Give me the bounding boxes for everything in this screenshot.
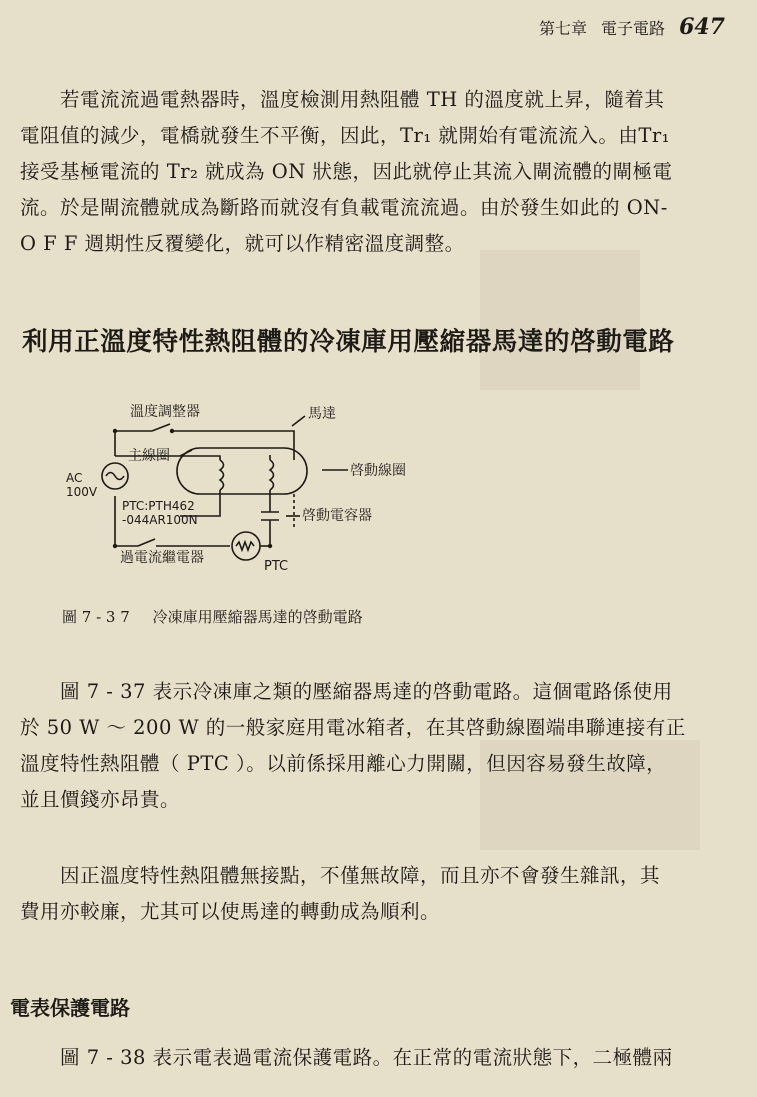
- junction-dot: [268, 544, 272, 548]
- text-line: 流。於是閘流體就成為斷路而就沒有負載電流流過。由於發生如此的 ON-: [20, 196, 668, 219]
- label-start-coil: 啓動線圈: [350, 463, 406, 479]
- label-start-capacitor: 啓動電容器: [302, 508, 372, 524]
- relay-contact: [138, 539, 155, 546]
- label-ac: AC: [66, 471, 83, 485]
- text-line: 費用亦較廉，尤其可以使馬達的轉動成為順利。: [20, 900, 441, 923]
- text-line: 圖 7 - 38 表示電表過電流保護電路。在正常的電流狀態下，二極體兩: [60, 1046, 673, 1069]
- ptc-zigzag: [236, 542, 254, 550]
- label-main-coil: 主線圈: [128, 448, 170, 464]
- running-header: [539, 14, 725, 40]
- start-coil-symbol: [270, 460, 274, 490]
- bleed-through: [480, 250, 640, 390]
- paragraph-start-circuit: [20, 674, 738, 818]
- text-line: 並且價錢亦昂貴。: [20, 788, 181, 811]
- leader-line: [292, 416, 305, 426]
- label-temp-controller: 溫度調整器: [130, 404, 200, 420]
- circuit-diagram: [60, 398, 406, 578]
- text-line: 圖 7 - 37 表示冷凍庫之類的壓縮器馬達的啓動電路。這個電路係使用: [60, 680, 673, 703]
- leader-line: [180, 450, 192, 456]
- label-voltage: 100V: [66, 485, 98, 499]
- label-ptc-part-2: -044AR100N: [122, 513, 198, 527]
- ac-sine-glyph: [106, 473, 124, 480]
- text-line: 因正溫度特性熱阻體無接點，不僅無故障，而且亦不會發生雜訊，其: [60, 864, 661, 887]
- chapter-label: 第七章: [539, 19, 588, 38]
- junction-dot: [170, 429, 174, 433]
- page-number: 647: [679, 14, 725, 40]
- paragraph-meter-protection: [20, 1040, 738, 1076]
- text-line: 於 50 W ～ 200 W 的一般家庭用電冰箱者，在其啓動線圈端串聯連接有正: [20, 716, 686, 739]
- figure-caption-text: 冷凍庫用壓縮器馬達的啓動電路: [152, 608, 363, 626]
- label-ptc: PTC: [264, 559, 289, 574]
- figure-caption: [62, 606, 363, 627]
- label-overcurrent-relay: 過電流繼電器: [120, 550, 204, 566]
- text-line: 若電流流過電熱器時，溫度檢測用熱阻體 TH 的溫度就上昇，隨着其: [60, 88, 665, 111]
- text-line: 接受基極電流的 Tr₂ 就成為 ON 狀態，因此就停止其流入閘流體的閘極電: [20, 160, 673, 183]
- junction-dot: [113, 544, 117, 548]
- text-line: O F F 週期性反覆變化，就可以作精密溫度調整。: [20, 232, 465, 255]
- label-ptc-part-1: PTC:PTH462: [122, 499, 195, 513]
- paragraph-ptc-advantage: [20, 858, 738, 930]
- junction-dot: [113, 429, 117, 433]
- thermostat-contact: [152, 424, 170, 431]
- paragraph-thermistor-control: [20, 82, 738, 262]
- text-line: 電阻值的減少，電橋就發生不平衡，因此，Tr₁ 就開始有電流流入。由Tr₁: [20, 124, 670, 147]
- motor-outline: [177, 448, 307, 494]
- figure-number: 圖 7 - 3 7: [62, 608, 130, 626]
- main-coil-symbol: [220, 460, 224, 490]
- text-line: 溫度特性熱阻體（ PTC ）。以前係採用離心力開關，但因容易發生故障，: [20, 752, 667, 775]
- subsection-title: 電表保護電路: [10, 996, 130, 1020]
- section-title: 利用正溫度特性熱阻體的冷凍庫用壓縮器馬達的啓動電路: [22, 327, 675, 357]
- section-label: 電子電路: [601, 19, 666, 38]
- label-motor: 馬達: [308, 406, 336, 422]
